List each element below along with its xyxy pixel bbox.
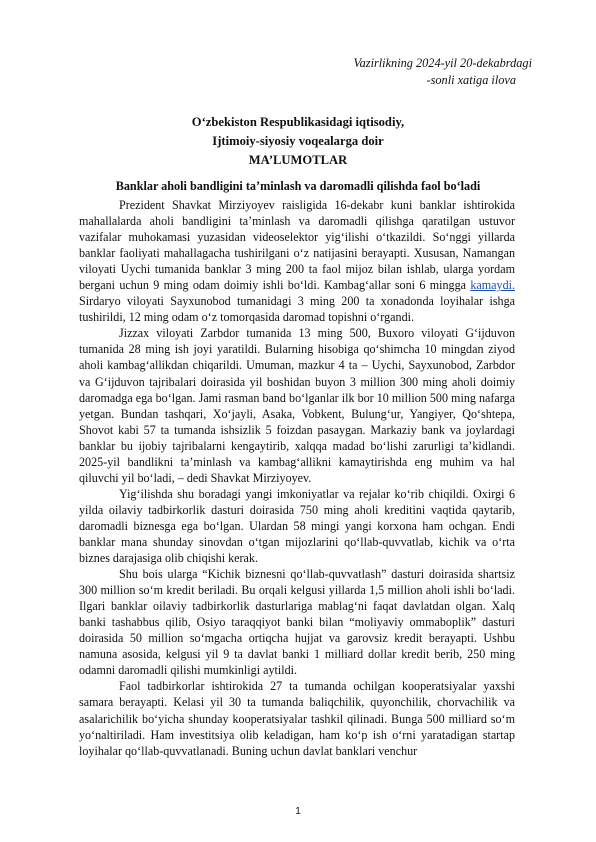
document-body (79, 197, 515, 759)
paragraph-1 (79, 197, 515, 325)
kamaydi-link[interactable]: kamaydi. (470, 278, 516, 293)
document-title (0, 113, 596, 170)
paragraph-1-text: Prezident Shavkat Mirziyoyev raisligida 16-dekabr kuni banklar ishtirokida mahallalarda aholi bandligini ta’minlash va daromadli qilishga qaratilgan ustuvor vazifalar muhokamasi yuzasidan videoselektor yig‘ilishi o‘tkazildi. So‘nggi yillarda banklar faoliyati mahallagacha tushirilgani o‘z natijasini berayapti. Xususan, Namangan viloyati Uychi tumanida banklar 3 ming 200 ta faol mijoz bilan ishlab, ularga yordam bergani uchun 9 ming odam doimiy ishli bo‘ldi. Kambag‘allar soni 6 mingga (79, 198, 515, 293)
paragraph-5: Faol tadbirkorlar ishtirokida 27 ta tumanda ochilgan kooperatsiyalar yaxshi samara berayapti. Kelasi yil 30 ta tumanda baliqchilik, quyonchilik, chorvachilik va asalarichilik bo‘yicha shunday kooperatsiyalar tashkil qilinadi. Bunga 500 milliard so‘m yo‘naltiriladi. Ham investitsiya olib keladigan, ham ko‘p ish o‘rni yaratadigan startap loyihalar qo‘llab-quvvatlanadi. Buning uchun davlat banklari venchur (79, 679, 515, 758)
title-line-2: Ijtimoiy-siyosiy voqealarga doir (212, 134, 384, 148)
paragraph-1-text-end: Sirdaryo viloyati Sayxunobod tumanidagi 3 ming 200 ta xonadonda loyihalar ishga tushirildi, 12 ming odam o‘z tomorqasida daromad topishni o‘rgandi. (79, 294, 515, 325)
annex-line-1: Vazirlikning 2024-yil 20-dekabrdagi (353, 56, 532, 70)
annex-note (353, 55, 532, 89)
title-line-3: MA’LUMOTLAR (248, 153, 348, 167)
paragraph-4: Shu bois ularga “Kichik biznesni qo‘llab-quvvatlash” dasturi doirasida shartsiz 300 million so‘m kredit beriladi. Bu orqali kelgusi yillarda 1,5 million aholi ishli bo‘ladi. Ilgari banklar oilaviy tadbirkorlik dasturlariga mablag‘ni faqat davlatdan olgan. Xalq banki tashabbus qilib, Osiyo taraqqiyot banki bilan “moliyaviy ommaboplik” dasturi doirasida 50 million so‘mgacha ortiqcha hujjat va garovsiz kredit berayapti. Ushbu namuna asosida, kelgusi yil 9 ta davlat banki 1 milliard dollar kredit berib, 250 ming odamni daromadli qilishi mumkinligi aytildi. (79, 567, 515, 678)
paragraph-2: Jizzax viloyati Zarbdor tumanida 13 ming 500, Buxoro viloyati G‘ijduvon tumanida 28 ming ish joyi yaratildi. Bularning hisobiga qo‘shimcha 10 mingdan ziyod aholi kambag‘allikdan chiqarildi. Umuman, mazkur 4 ta – Uychi, Sayxunobod, Zarbdor va G‘ijduvon tajribalari doirasida yil boshidan buyon 3 million 300 ming aholi doimiy daromadga ega bo‘lgan. Jami rasman band bo‘lganlar ilk bor 10 million 500 ming nafarga yetgan. Bundan tashqari, Xo‘jayli, Asaka, Vobkent, Bulung‘ur, Yangiyer, Qo‘shtepa, Shovot kabi 57 ta tumanda ishsizlik 5 foizdan pasaygan. Markaziy bank va joylardagi banklar bu ijobiy tajribalarni kengaytirib, xalqqa madad bo‘lishi zarurligi ta’kidlandi. 2025-yil bandlikni ta’minlash va kambag‘allikni kamaytirishda eng muhim va hal qiluvchi yil bo‘ladi, – dedi Shavkat Mirziyoyev. (79, 326, 515, 485)
paragraph-3: Yig‘ilishda shu boradagi yangi imkoniyatlar va rejalar ko‘rib chiqildi. Oxirgi 6 yilda oilaviy tadbirkorlik dasturi doirasida 750 ming aholi kreditini vaqtida qaytarib, daromadli biznesga ega bo‘lgan. Ulardan 58 mingi yangi korxona ham ochgan. Endi banklar mana shunday sinovdan o‘tgan mijozlarini qo‘llab-quvvatlab, kichik va o‘rta biznes darajasiga olib chiqishi kerak. (79, 486, 515, 566)
title-line-1: O‘zbekiston Respublikasidagi iqtisodiy, (191, 115, 405, 129)
page-number: 1 (295, 806, 301, 817)
section-heading: Banklar aholi bandligini ta’minlash va daromadli qilishda faol bo‘ladi (115, 179, 481, 193)
annex-line-2: -sonli xatiga ilova (426, 73, 516, 87)
